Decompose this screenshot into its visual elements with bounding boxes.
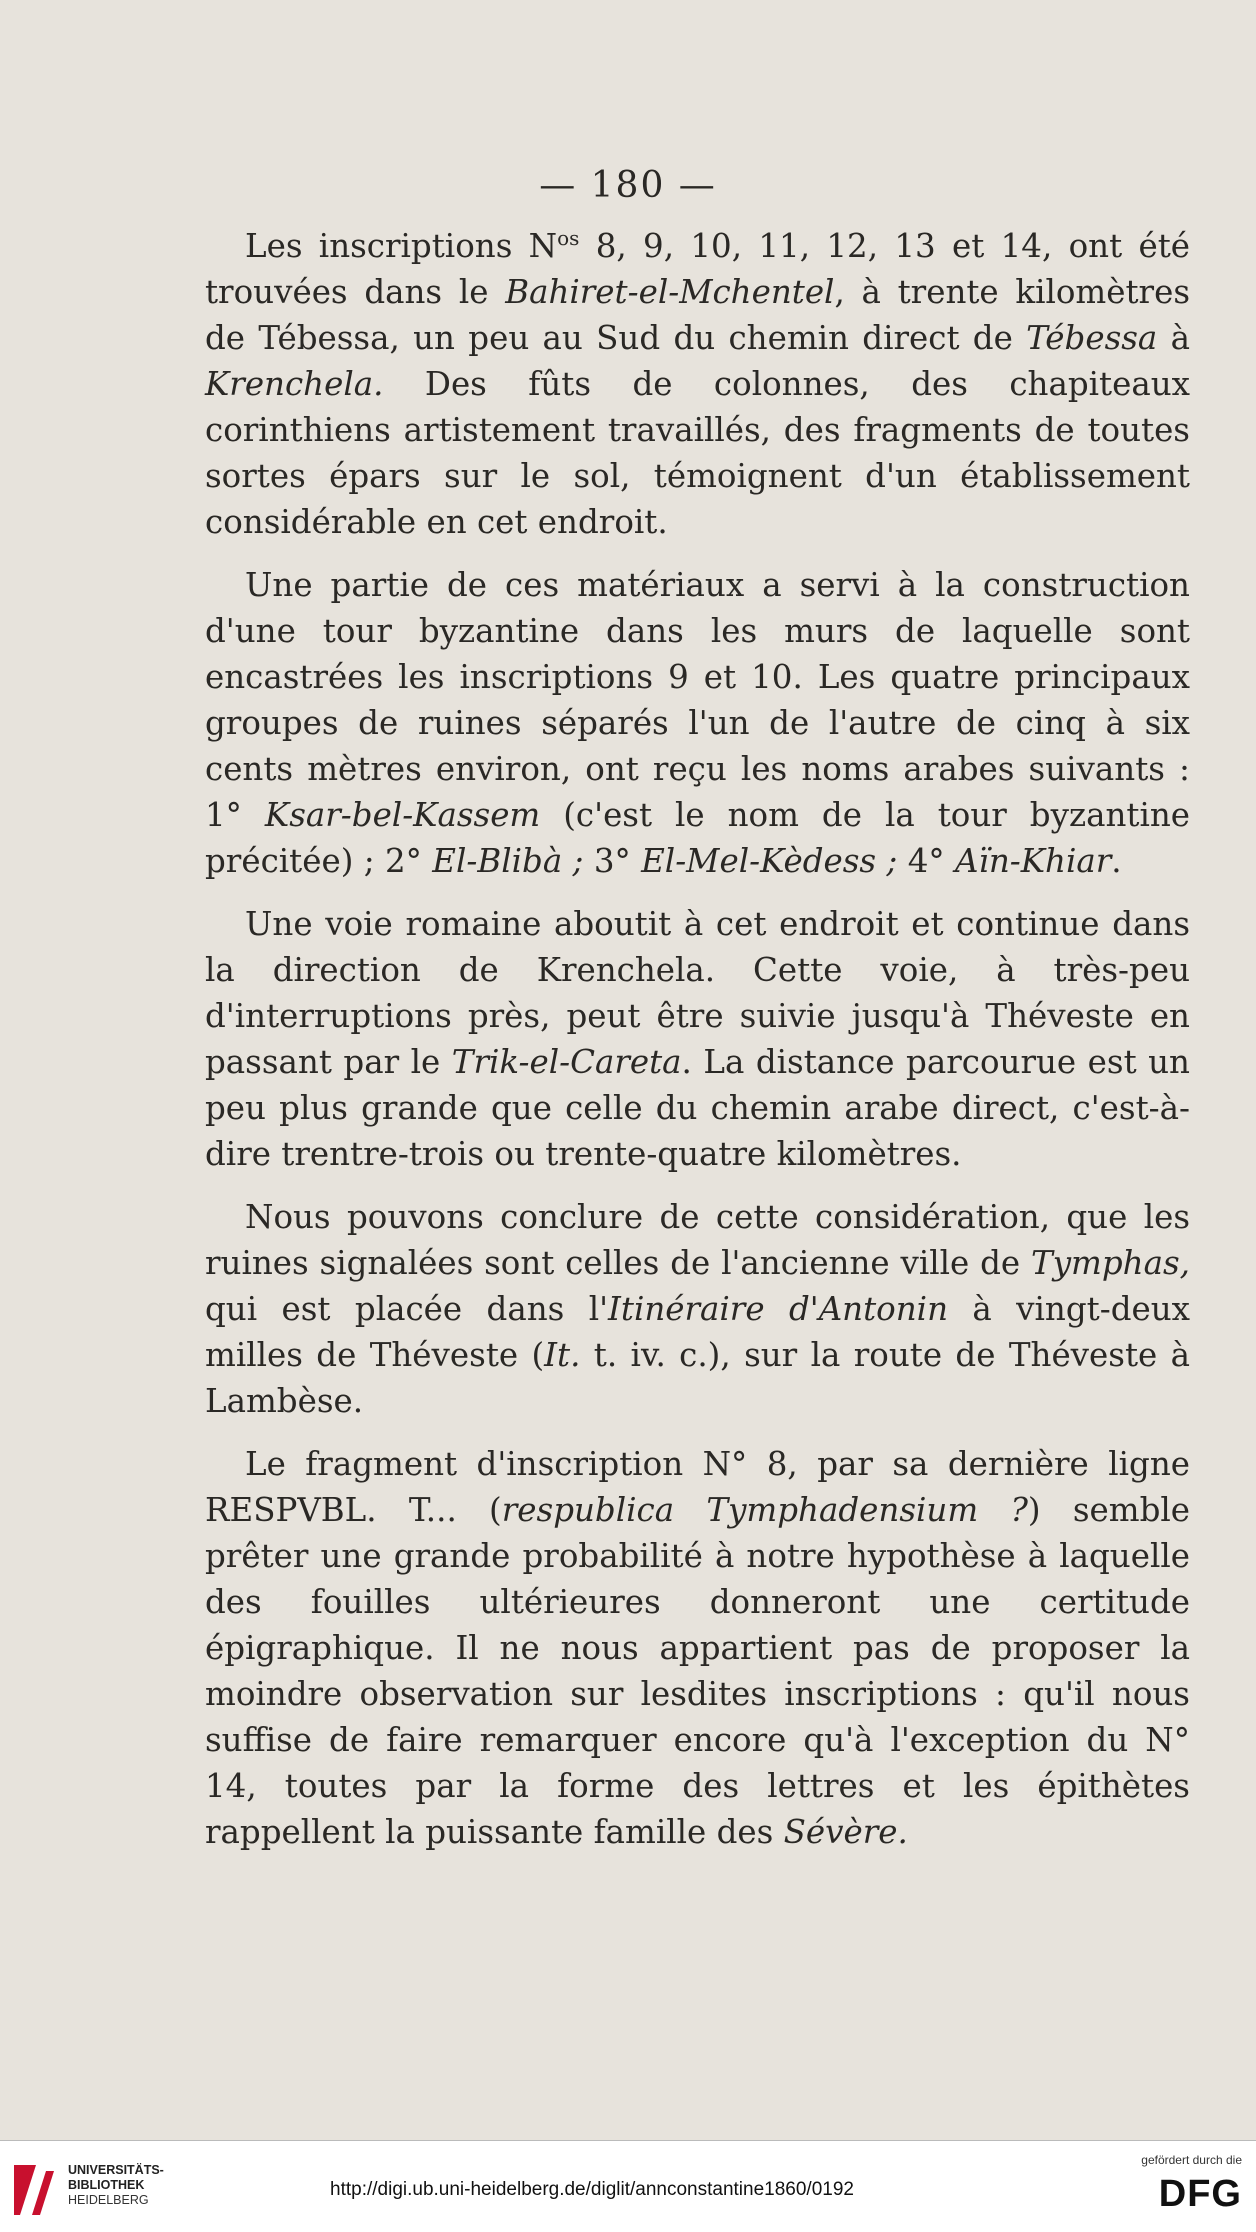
text-run: . [1111, 841, 1122, 880]
place-name: Trik-el-Careta [451, 1042, 682, 1081]
text-run: 8, 9, 10, 11, 12, 13 et 14, ont été trouvées dans le [205, 226, 1190, 311]
library-name-line: UNIVERSITÄTS- [68, 2163, 164, 2177]
superscript: os [557, 226, 580, 250]
place-name: Bahiret-el-Mchentel [505, 272, 835, 311]
library-name-line: HEIDELBERG [68, 2193, 149, 2207]
family-name: Sévère. [783, 1812, 908, 1851]
place-name: Tébessa [1026, 318, 1158, 357]
text-run: , à trente kilomètres de Tébessa, un peu au Sud du chemin direct de [205, 272, 1190, 357]
paragraph-2 [205, 562, 1190, 884]
text-run: à vingt-deux milles de Théveste ( [205, 1289, 1190, 1374]
paragraph-1 [205, 215, 1190, 545]
library-name-line: BIBLIOTHEK [68, 2178, 145, 2192]
reference: It. [544, 1335, 581, 1374]
text-body [205, 215, 1190, 1872]
text-run: 4° [897, 841, 955, 880]
text-run: qui est placée dans l' [205, 1289, 609, 1328]
place-name: Aïn-Khiar [954, 841, 1112, 880]
text-run: Les inscriptions N [245, 226, 558, 265]
text-run: t. iv. c.), sur la route de Théveste à Lambèse. [205, 1335, 1190, 1420]
place-name: El-Mel-Kèdess ; [641, 841, 898, 880]
paragraph-3 [205, 901, 1190, 1177]
latin-phrase: respublica Tymphadensium ? [501, 1490, 1028, 1529]
text-run: . La distance parcourue est un peu plus grande que celle du chemin arabe direct, c'est-à-dire trentre-trois ou trente-quatre kilomètres. [205, 1042, 1190, 1173]
place-name: Tymphas, [1031, 1243, 1190, 1282]
permalink-url[interactable]: http://digi.ub.uni-heidelberg.de/diglit/annconstantine1860/0192 [330, 2179, 854, 2200]
text-run: Une voie romaine aboutit à cet endroit et continue dans la direction de Krenchela. Cette voie, à très-peu d'interruptions près, peut être suivie jusqu'à Théveste en passant par le [205, 904, 1190, 1081]
text-run: Une partie de ces matériaux a servi à la construction d'une tour byzantine dans les murs de laquelle sont encastrées les inscriptions 9 et 10. Les quatre principaux groupes de ruines séparés l'un de l'autre de cinq à six cents mètres environ, ont reçu les noms arabes suivants : 1° [205, 565, 1190, 834]
viewer-footer [0, 2140, 1256, 2232]
place-name: Ksar-bel-Kassem [264, 795, 541, 834]
text-run: ) semble prêter une grande probabilité à notre hypothèse à laquelle des fouilles ultérieures donneront une certitude épigraphique. Il ne nous appartient pas de proposer la moindre observation sur lesdites inscriptions : qu'il nous suffise de faire remarquer encore qu'à l'exception du N° 14, toutes par la forme des lettres et les épithètes rappellent la puissante famille des [205, 1490, 1191, 1851]
sponsor-text: gefördert durch die [1141, 2153, 1242, 2167]
paragraph-4 [205, 1194, 1190, 1424]
library-name [68, 2163, 164, 2208]
place-name: Krenchela. [205, 364, 384, 403]
text-run: à [1157, 318, 1190, 357]
text-run: (c'est le nom de la tour byzantine précitée) ; 2° [205, 795, 1190, 880]
place-name: El-Blibà ; [432, 841, 584, 880]
work-title: Itinéraire d'Antonin [608, 1289, 948, 1328]
paragraph-5 [205, 1441, 1190, 1855]
text-run: Le fragment d'inscription N° 8, par sa dernière ligne RESPVBL. T... ( [205, 1444, 1190, 1529]
page-number: — 180 — [539, 165, 717, 206]
sponsor-block [1141, 2153, 1242, 2216]
text-run: Nous pouvons conclure de cette considération, que les ruines signalées sont celles de l'ancienne ville de [205, 1197, 1190, 1282]
text-run: 3° [583, 841, 642, 880]
dfg-logo: DFG [1158, 2173, 1242, 2215]
text-run: Des fûts de colonnes, des chapiteaux corinthiens artistement travaillés, des fragments de toutes sortes épars sur le sol, témoignent d'un établissement considérable en cet endroit. [205, 364, 1190, 541]
university-library-logo-icon [10, 2161, 58, 2219]
